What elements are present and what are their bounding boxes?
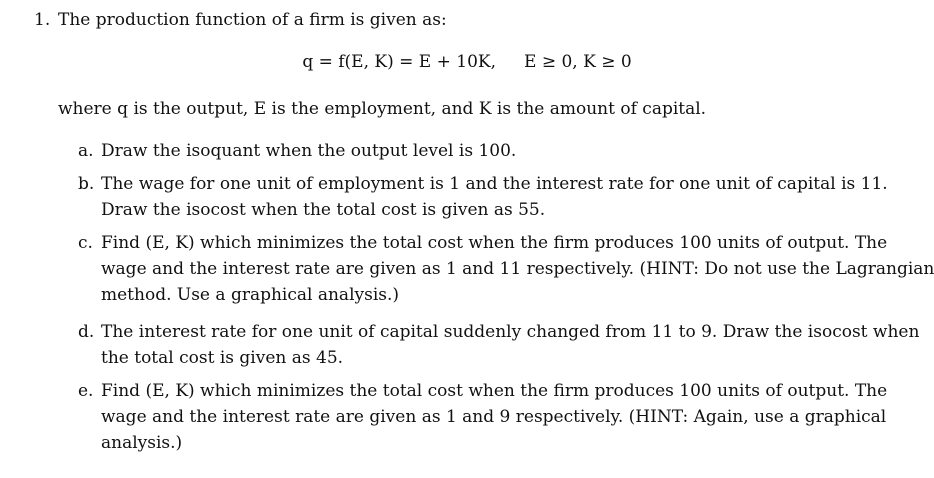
part-e: [78, 378, 888, 456]
variable-definitions: where q is the output, E is the employment, and K is the amount of capital.: [58, 99, 707, 119]
question-header: [34, 10, 447, 30]
part-b: [78, 171, 888, 223]
part-a: [78, 138, 884, 164]
formula-constraints: E ≥ 0, K ≥ 0: [524, 52, 632, 72]
part-label: d.: [78, 322, 95, 342]
part-text: [101, 138, 884, 164]
part-line: Find (E, K) which minimizes the total cost when the firm produces 100 units of output. The: [101, 233, 888, 253]
part-line: The wage for one unit of employment is 1 and the interest rate for one unit of capital is 11.: [101, 174, 888, 194]
question-number: 1.: [34, 10, 51, 30]
question-intro: The production function of a firm is given as:: [58, 10, 447, 30]
part-text: [101, 319, 920, 371]
part-d: [78, 319, 920, 371]
part-line: wage and the interest rate are given as 1 and 9 respectively. (HINT: Again, use a graphical: [101, 407, 887, 427]
part-line: the total cost is given as 45.: [101, 348, 344, 368]
part-line: wage and the interest rate are given as 1 and 11 respectively. (HINT: Do not use the Lagrangian: [101, 259, 934, 279]
part-label: c.: [78, 233, 93, 253]
part-line: Find (E, K) which minimizes the total cost when the firm produces 100 units of output. The: [101, 381, 888, 401]
part-text: [101, 230, 934, 308]
formula-equation: q = f(E, K) = E + 10K,: [302, 52, 496, 72]
part-line: analysis.): [101, 433, 183, 453]
part-text: [101, 378, 888, 456]
part-line: Draw the isocost when the total cost is given as 55.: [101, 200, 546, 220]
production-function-formula: [0, 52, 934, 72]
part-label: a.: [78, 141, 94, 161]
part-label: e.: [78, 381, 94, 401]
part-line: Draw the isoquant when the output level is 100.: [101, 141, 517, 161]
part-c: [78, 230, 934, 308]
part-label: b.: [78, 174, 95, 194]
part-line: The interest rate for one unit of capital suddenly changed from 11 to 9. Draw the isocost when: [101, 322, 920, 342]
part-text: [101, 171, 888, 223]
part-line: method. Use a graphical analysis.): [101, 285, 400, 305]
